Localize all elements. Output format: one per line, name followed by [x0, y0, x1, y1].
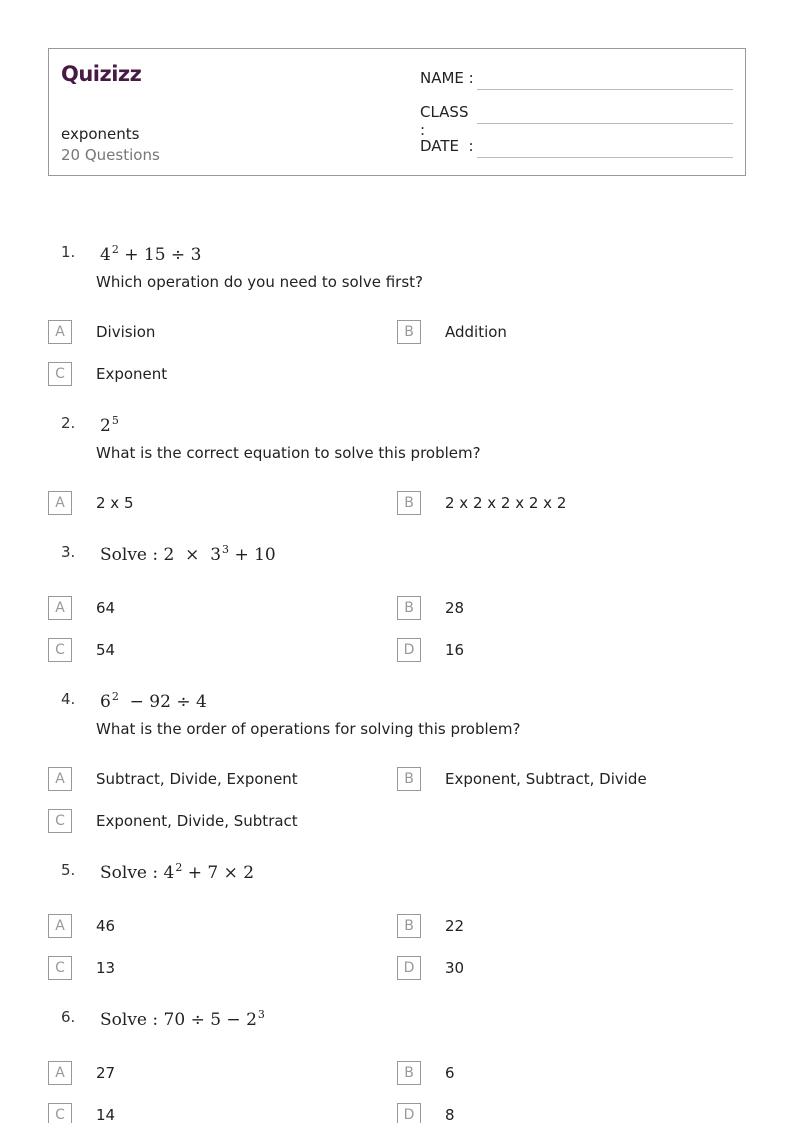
question-math: Solve : $2 \times 3^3 + 10$ — [100, 543, 276, 565]
svg-text:Quizizz: Quizizz — [61, 62, 142, 86]
worksheet-title: exponents — [61, 125, 140, 143]
option-text[interactable]: 14 — [96, 1106, 116, 1123]
option-text[interactable]: 2 x 5 — [96, 494, 134, 512]
option-letter-a[interactable]: A — [48, 491, 72, 515]
question-math: Solve : $4^2 + 7 \times 2$ — [100, 861, 255, 883]
option-letter-c[interactable]: C — [48, 809, 72, 833]
name-label: NAME : — [420, 69, 474, 87]
option-letter-d[interactable]: D — [397, 638, 421, 662]
question-text: Which operation do you need to solve first? — [96, 273, 423, 291]
question-number: 6. — [61, 1008, 76, 1026]
name-line[interactable] — [477, 89, 733, 90]
option-text[interactable]: 22 — [445, 917, 465, 935]
option-text[interactable]: 8 — [445, 1106, 455, 1123]
date-line[interactable] — [477, 157, 733, 158]
question-number: 4. — [61, 690, 76, 708]
option-text[interactable]: Addition — [445, 323, 507, 341]
name-field — [420, 69, 476, 87]
question-math: Solve : $70 \div 5 - 2^3$ — [100, 1008, 265, 1030]
question-math: $4^2 + 15 \div 3$ — [100, 243, 202, 265]
option-letter-b[interactable]: B — [397, 596, 421, 620]
option-letter-a[interactable]: A — [48, 1061, 72, 1085]
question-number: 3. — [61, 543, 76, 561]
question-math: $6^2 - 92 \div 4$ — [100, 690, 207, 712]
question-text: What is the order of operations for solving this problem? — [96, 720, 521, 738]
date-label: DATE : — [420, 137, 474, 155]
option-text[interactable]: 6 — [445, 1064, 455, 1082]
option-letter-a[interactable]: A — [48, 767, 72, 791]
option-text[interactable]: 16 — [445, 641, 465, 659]
class-field — [420, 103, 476, 139]
option-letter-a[interactable]: A — [48, 320, 72, 344]
question-number: 2. — [61, 414, 76, 432]
option-letter-b[interactable]: B — [397, 491, 421, 515]
date-field — [420, 137, 476, 155]
question-count: 20 Questions — [61, 146, 160, 164]
option-letter-d[interactable]: D — [397, 1103, 421, 1123]
option-letter-c[interactable]: C — [48, 362, 72, 386]
option-text[interactable]: Exponent, Divide, Subtract — [96, 812, 298, 830]
class-label: CLASS : — [420, 103, 469, 139]
option-text[interactable]: 46 — [96, 917, 116, 935]
option-text[interactable]: 54 — [96, 641, 116, 659]
option-text[interactable]: Exponent — [96, 365, 168, 383]
option-text[interactable]: 30 — [445, 959, 465, 977]
class-line[interactable] — [477, 123, 733, 124]
option-letter-c[interactable]: C — [48, 956, 72, 980]
option-text[interactable]: Subtract, Divide, Exponent — [96, 770, 298, 788]
option-text[interactable]: 2 x 2 x 2 x 2 x 2 — [445, 494, 567, 512]
option-letter-d[interactable]: D — [397, 956, 421, 980]
option-letter-a[interactable]: A — [48, 596, 72, 620]
worksheet-header — [48, 48, 746, 176]
option-letter-b[interactable]: B — [397, 1061, 421, 1085]
question-text: What is the correct equation to solve this problem? — [96, 444, 481, 462]
option-text[interactable]: 13 — [96, 959, 116, 977]
option-letter-b[interactable]: B — [397, 320, 421, 344]
question-number: 5. — [61, 861, 76, 879]
option-letter-b[interactable]: B — [397, 767, 421, 791]
option-letter-c[interactable]: C — [48, 638, 72, 662]
option-letter-c[interactable]: C — [48, 1103, 72, 1123]
question-math: $2^5$ — [100, 414, 119, 436]
option-text[interactable]: Exponent, Subtract, Divide — [445, 770, 647, 788]
option-text[interactable]: Division — [96, 323, 156, 341]
option-text[interactable]: 27 — [96, 1064, 116, 1082]
option-letter-b[interactable]: B — [397, 914, 421, 938]
option-letter-a[interactable]: A — [48, 914, 72, 938]
option-text[interactable]: 64 — [96, 599, 116, 617]
quizizz-logo — [61, 59, 153, 89]
option-text[interactable]: 28 — [445, 599, 465, 617]
question-number: 1. — [61, 243, 76, 261]
